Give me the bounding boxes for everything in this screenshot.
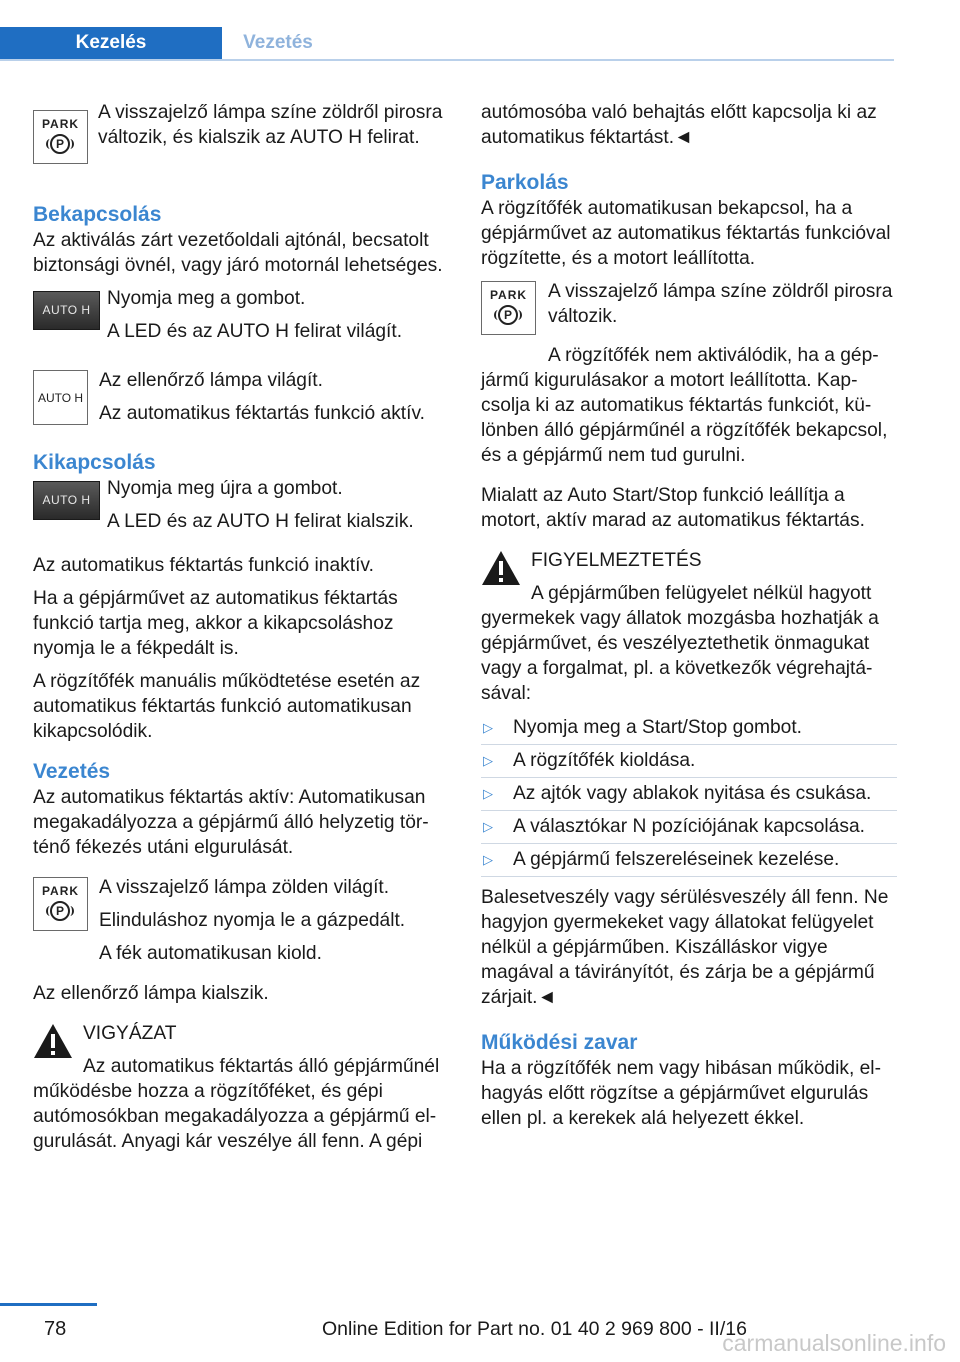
led-off-text: A LED és az AUTO H felirat kialszik. [107,511,414,532]
accelerate-text: Elinduláshoz nyomja le a gázpedált. [99,910,406,931]
triangle-bullet-icon: ▷ [483,720,493,735]
watermark: carmanualsonline.info [722,1330,946,1356]
triangle-bullet-icon: ▷ [483,852,493,867]
edition-text: Online Edition for Part no. 01 40 2 969 800 - II/16 [322,1318,747,1340]
tab-vezetes[interactable]: Vezetés [243,32,313,53]
triangle-bullet-icon: ▷ [483,753,493,768]
caution-title: VIGYÁZAT [83,1023,177,1044]
right-column [481,100,897,1131]
left-column [33,100,445,1154]
not-activated-text: A rögzítőfék nem aktiválódik, ha a gépjármű kigurulásakor a motort leállította. Kapcsolja ki az automatikus féktartás funkciót, különben álló gépjárműnél a rögzítőfék bekapcsol, és a gépjármű nem tud gurulni. [481,345,888,466]
press-again-text: Nyomja meg újra a gombot. [107,478,343,499]
list-item: ▷ Nyomja meg a Start/Stop gombot. [481,712,897,745]
footer-rule [0,1303,97,1306]
caution-icon [33,1023,73,1059]
auto-h-indicator-icon: AUTO H [33,370,88,425]
triangle-bullet-icon: ▷ [483,786,493,801]
list-item: ▷ A választókar N pozíciójának kapcsolása. [481,811,897,844]
led-on-text: A LED és az AUTO H felirat világít. [107,321,403,342]
lamp-on-text: Az ellenőrző lámpa világít. [99,370,323,391]
continued-text: autómosóba való behajtás előtt kapcsolja ki az automatikus féktartást.◄ [481,102,877,148]
page-number: 78 [44,1318,67,1340]
caution-text: Az automatikus féktartás álló gépjárműnél működésbe hozza a rögzítőféket, és gépi autómosókban megakadályozza a gépjármű elgurulását. Anyagi kár veszélye áll fenn. A gépi [33,1056,440,1152]
park-brake-icon: PARK P [33,110,88,164]
intro-text: A visszajelző lámpa színe zöldről pirosra változik, és kialszik az AUTO H felirat. [98,102,443,148]
warning-title: FIGYELMEZTETÉS [531,550,702,571]
warning-text: A gépjárműben felügyelet nélkül hagyott gyermekek vagy állatok mozgásba hozhatják a gépjárművet, és veszélyeztethetik önmagukat vagy a forgalmat, pl. a következők végrehajtásával: [481,583,879,704]
function-active-text: Az automatikus féktartás funkció aktív. [99,403,425,424]
vezetes-text: Az automatikus féktartás aktív: Automatikusan megakadályozza a gépjármű álló helyzetig történő fékezés utáni elgurulását. [33,787,429,858]
list-item: ▷ Az ajtók vagy ablakok nyitása és csukása. [481,778,897,811]
warning-list [481,712,897,877]
fault-text: Ha a rögzítőfék nem vagy hibásan működik, elhagyás előtt rögzítse a gépjárművet elgurulás ellen pl. a kerekek alá helyezett ékkel. [481,1058,881,1129]
auto-h-button-icon: AUTO H [33,291,100,330]
parkolas-text: A rögzítőfék automatikusan bekapcsol, ha a gépjárművet az automatikus féktartás funkcióval rögzítette, és a motort leállította. [481,198,891,269]
heading-parkolas: Parkolás [481,171,569,194]
manual-text: A rögzítőfék manuális működtetése esetén az automatikus féktartás funkció automatikusan kikapcsolódik. [33,671,421,742]
park-brake-icon: PARK P [481,281,536,335]
bekapcsolas-text: Az aktiválás zárt vezetőoldali ajtónál, becsatolt biztonsági övnél, vagy járó motornál lehetséges. [33,230,443,276]
park-brake-icon: PARK P [33,877,88,931]
auto-h-button-icon: AUTO H [33,481,100,520]
tab-divider [0,59,894,61]
heading-mukodesi-zavar: Működési zavar [481,1031,638,1054]
tab-kezeles[interactable]: Kezelés [0,27,222,59]
list-item: ▷ A gépjármű felszereléseinek kezelése. [481,844,897,877]
autostart-text: Mialatt az Auto Start/Stop funkció leállítja a motort, aktív marad az automatikus féktartás. [481,485,865,531]
danger-text: Balesetveszély vagy sérülésveszély áll fenn. Ne hagyjon gyermekeket vagy állatokat felügyelet nélkül a gépjárműben. Kiszálláskor vigye magával a távirányítót, és zárja be a gépjármű zárjait.◄ [481,887,889,1008]
chapter-tabs [0,27,894,61]
lamp-green-text: A visszajelző lámpa zölden világít. [99,877,390,898]
heading-kikapcsolas: Kikapcsolás [33,451,156,474]
brake-release-text: A fék automatikusan kiold. [99,943,322,964]
lamp-off-text: Az ellenőrző lámpa kialszik. [33,983,269,1004]
hold-text: Ha a gépjárművet az automatikus féktartás funkció tartja meg, akkor a kikapcsoláshoz nyomja le a fékpedált is. [33,588,398,659]
heading-bekapcsolas: Bekapcsolás [33,203,162,226]
list-item: ▷ A rögzítőfék kioldása. [481,745,897,778]
triangle-bullet-icon: ▷ [483,819,493,834]
function-inactive-text: Az automatikus féktartás funkció inaktív. [33,555,374,576]
warning-icon [481,550,521,586]
press-button-text: Nyomja meg a gombot. [107,288,306,309]
heading-vezetes: Vezetés [33,760,111,783]
lamp-change-text: A visszajelző lámpa színe zöldről pirosra változik. [548,281,893,327]
